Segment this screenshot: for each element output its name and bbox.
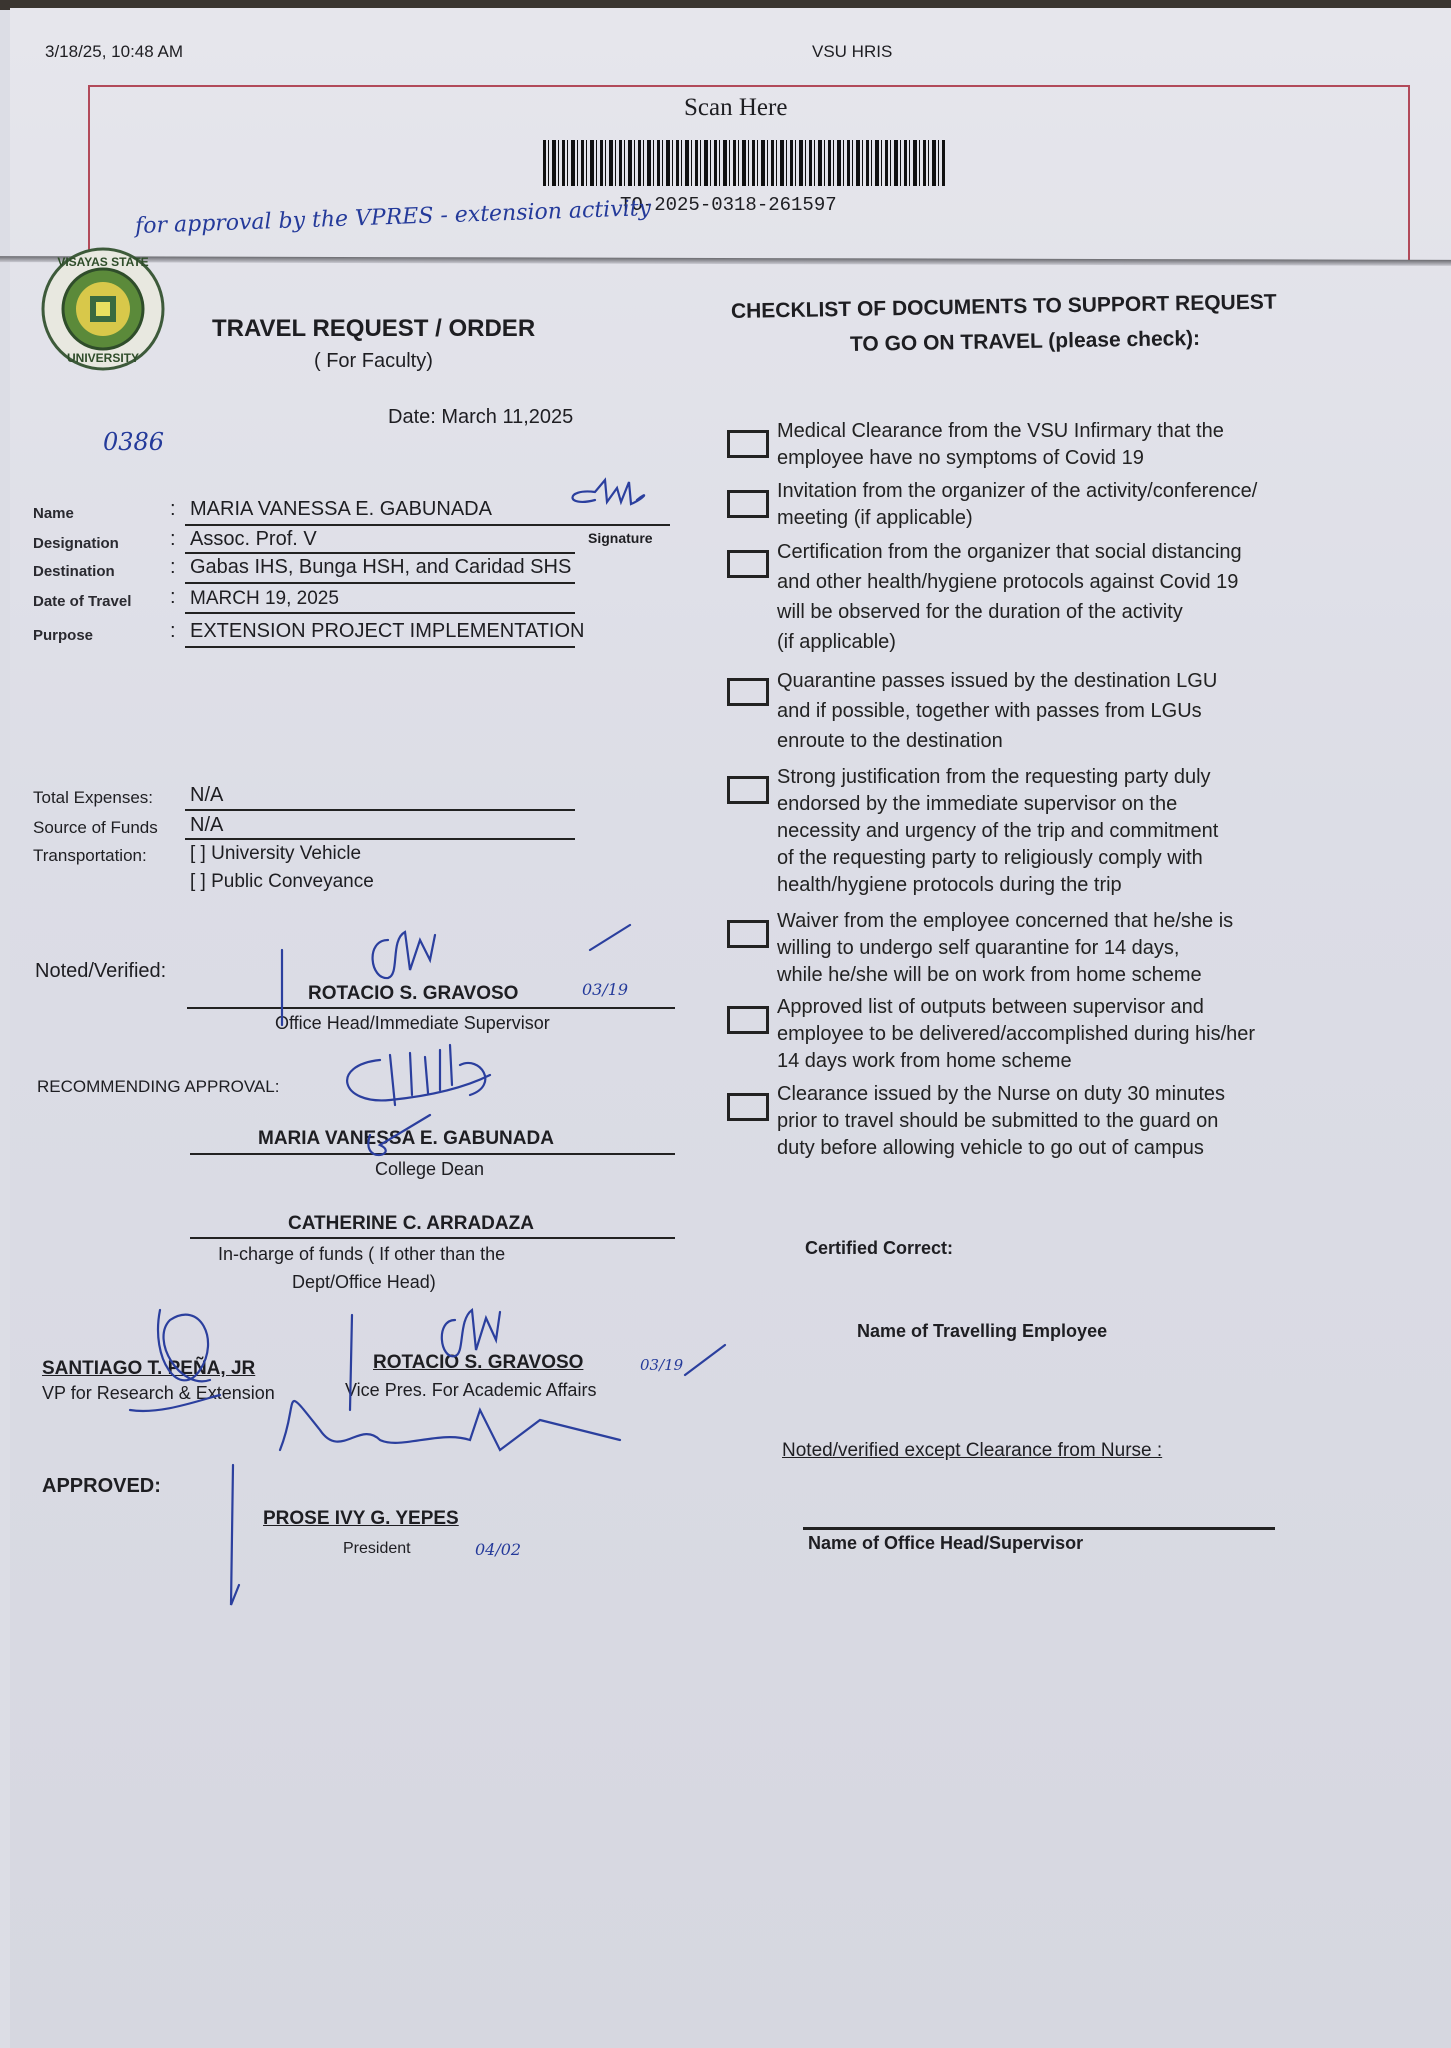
checkbox-invitation[interactable]	[727, 490, 769, 518]
form-title: TRAVEL REQUEST / ORDER	[212, 315, 536, 342]
funds-incharge-role-1: In-charge of funds ( If other than the	[218, 1244, 506, 1264]
total-expenses-value: N/A	[190, 784, 224, 806]
colon: :	[170, 528, 176, 550]
handwritten-date: 03/19	[582, 980, 629, 999]
checkbox-certification[interactable]	[727, 550, 769, 578]
handwritten-date: 03/19	[640, 1356, 684, 1374]
underline	[185, 524, 670, 526]
form-subtitle: ( For Faculty)	[314, 350, 433, 372]
underline	[185, 552, 575, 554]
checklist-title-line1: CHECKLIST OF DOCUMENTS TO SUPPORT REQUEST	[730, 290, 1277, 323]
certified-correct-label: Certified Correct:	[805, 1238, 954, 1258]
president-role: President	[343, 1540, 411, 1557]
travelling-employee-label: Name of Travelling Employee	[857, 1321, 1108, 1341]
scan-label: Scan Here	[684, 94, 788, 121]
colon: :	[170, 498, 176, 520]
noted-except-label: Noted/verified except Clearance from Nurse :	[782, 1440, 1163, 1461]
vp-research-role: VP for Research & Extension	[42, 1383, 275, 1403]
colon: :	[170, 586, 176, 608]
funds-incharge-name: CATHERINE C. ARRADAZA	[288, 1213, 534, 1234]
print-timestamp: 3/18/25, 10:48 AM	[45, 42, 183, 61]
checklist-item: Quarantine passes issued by the destination LGU and if possible, together with passes from LGUs enroute to the destination	[777, 670, 1218, 752]
checkbox-approved-outputs[interactable]	[727, 1006, 769, 1034]
noted-verified-label: Noted/Verified:	[35, 960, 167, 982]
field-label-designation: Designation	[33, 535, 119, 552]
field-value-designation: Assoc. Prof. V	[190, 528, 317, 550]
colon: :	[170, 556, 176, 578]
handwritten-note: for approval by the VPRES - extension activity	[134, 196, 652, 239]
checklist-item: Certification from the organizer that social distancing and other health/hygiene protocols against Covid 19 will be observed for the duration of the activity (if applicable)	[777, 541, 1242, 653]
checkbox-quarantine-passes[interactable]	[727, 678, 769, 706]
checkbox-nurse-clearance[interactable]	[727, 1093, 769, 1121]
dean-role: College Dean	[375, 1159, 485, 1179]
vpaa-name: ROTACIO S. GRAVOSO	[373, 1352, 584, 1373]
transportation-label: Transportation:	[33, 846, 147, 865]
source-of-funds-label: Source of Funds	[33, 818, 158, 837]
transport-option-university-vehicle[interactable]: [ ] University Vehicle	[190, 843, 362, 864]
checkbox-medical-clearance[interactable]	[727, 430, 769, 458]
underline	[185, 646, 575, 648]
president-initial	[225, 1465, 265, 1615]
checklist-item: Invitation from the organizer of the activity/conference/ meeting (if applicable)	[777, 480, 1258, 529]
svg-text:VISAYAS STATE: VISAYAS STATE	[57, 255, 149, 269]
dean-signature	[340, 1045, 500, 1165]
field-label-date-of-travel: Date of Travel	[33, 593, 132, 610]
vpaa-signature	[340, 1300, 730, 1470]
signature-line	[190, 1237, 675, 1239]
supervisor-role: Office Head/Immediate Supervisor	[275, 1013, 550, 1033]
president-name: PROSE IVY G. YEPES	[263, 1508, 459, 1529]
field-value-destination: Gabas IHS, Bunga HSH, and Caridad SHS	[190, 556, 572, 578]
underline	[185, 809, 575, 811]
form-date: Date: March 11,2025	[388, 406, 574, 428]
vp-research-signature	[140, 1300, 260, 1420]
underline	[185, 838, 575, 840]
checkbox-waiver[interactable]	[727, 920, 769, 948]
checklist-item: Clearance issued by the Nurse on duty 30 minutes prior to travel should be submitted to the guard on duty before allowing vehicle to go out of campus	[777, 1083, 1226, 1159]
svg-text:UNIVERSITY: UNIVERSITY	[66, 351, 140, 365]
signature-label: Signature	[588, 530, 653, 546]
office-head-label: Name of Office Head/Supervisor	[808, 1533, 1084, 1553]
field-label-name: Name	[33, 505, 74, 522]
field-label-purpose: Purpose	[33, 627, 94, 644]
underline	[185, 582, 575, 584]
handwritten-date: 04/02	[475, 1540, 522, 1559]
field-value-purpose: EXTENSION PROJECT IMPLEMENTATION	[190, 620, 585, 642]
barcode[interactable]	[543, 140, 947, 186]
system-name: VSU HRIS	[812, 42, 893, 61]
requester-signature	[565, 478, 665, 518]
checkbox-strong-justification[interactable]	[727, 776, 769, 804]
vpaa-role: Vice Pres. For Academic Affairs	[345, 1380, 597, 1400]
approved-label: APPROVED:	[42, 1475, 161, 1497]
field-value-date-of-travel: MARCH 19, 2025	[190, 588, 339, 609]
supervisor-signature	[270, 920, 490, 1030]
funds-incharge-role-2: Dept/Office Head)	[292, 1272, 436, 1292]
field-label-destination: Destination	[33, 563, 115, 580]
checklist-item: Medical Clearance from the VSU Infirmary that the employee have no symptoms of Covid 19	[777, 420, 1224, 469]
signature-line	[803, 1527, 1275, 1530]
transport-option-public-conveyance[interactable]: [ ] Public Conveyance	[190, 871, 374, 892]
source-of-funds-value: N/A	[190, 814, 224, 836]
checklist-item: Waiver from the employee concerned that he/she is willing to undergo self quarantine for 14 days, while he/she will be on work from home scheme	[777, 910, 1234, 986]
university-logo	[40, 246, 166, 372]
underline	[185, 612, 575, 614]
vp-research-name: SANTIAGO T. PEÑA, JR	[42, 1358, 256, 1379]
supervisor-name: ROTACIO S. GRAVOSO	[308, 983, 519, 1004]
checklist-item: Approved list of outputs between supervisor and employee to be delivered/accomplished during his/her 14 days work from home scheme	[777, 996, 1256, 1072]
field-value-name: MARIA VANESSA E. GABUNADA	[190, 498, 492, 520]
total-expenses-label: Total Expenses:	[33, 788, 154, 807]
colon: :	[170, 620, 176, 642]
handwritten-number: 0386	[103, 428, 165, 456]
dean-name: MARIA VANESSA E. GABUNADA	[258, 1128, 554, 1149]
checklist-item: Strong justification from the requesting party duly endorsed by the immediate supervisor on the necessity and urgency of the trip and commitment of the requesting party to religiously comply with health/hygiene protocols during the trip	[777, 766, 1219, 896]
recommending-approval-label: RECOMMENDING APPROVAL:	[37, 1077, 280, 1096]
barcode-text: TO-2025-0318-261597	[620, 194, 837, 216]
checklist-title-line2: TO GO ON TRAVEL (please check):	[849, 326, 1201, 356]
